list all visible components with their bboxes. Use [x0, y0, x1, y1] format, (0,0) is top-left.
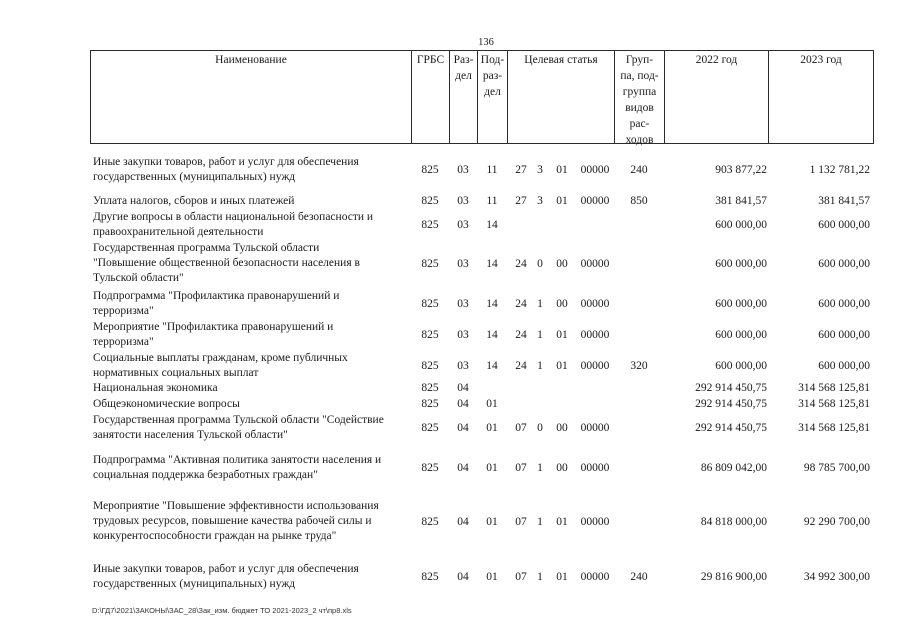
cell-target-program: 24 — [515, 258, 527, 270]
cell-target-program: 24 — [515, 360, 527, 372]
cell-podrazdel: 01 — [486, 422, 498, 434]
header-podrazdel: Под- раз- дел — [480, 54, 505, 98]
cell-grbs: 825 — [421, 382, 439, 394]
cell-target-direction: 00000 — [580, 462, 610, 474]
cell-razdel: 04 — [457, 422, 469, 434]
cell-podrazdel: 14 — [486, 258, 498, 270]
row-name: Подпрограмма "Активная политика занятости населения и социальная поддержка безработных граждан" — [93, 454, 382, 481]
cell-target-activity: 01 — [556, 195, 568, 207]
row-name: Общеэкономические вопросы — [93, 398, 240, 410]
cell-razdel: 04 — [457, 571, 469, 583]
cell-podrazdel: 01 — [486, 516, 498, 528]
cell-target-subprogram: 1 — [537, 571, 543, 583]
cell-2022: 292 914 450,75 — [695, 398, 767, 410]
cell-grbs: 825 — [421, 219, 439, 231]
cell-expense-group: 240 — [630, 571, 648, 583]
cell-2023: 314 568 125,81 — [798, 382, 870, 394]
cell-2022: 600 000,00 — [715, 258, 767, 270]
cell-2023: 314 568 125,81 — [798, 422, 870, 434]
cell-grbs: 825 — [421, 462, 439, 474]
row-name: Мероприятие "Профилактика правонарушений и терроризма" — [93, 321, 334, 348]
cell-target-program: 27 — [515, 195, 527, 207]
cell-razdel: 03 — [457, 298, 469, 310]
row-name: Национальная экономика — [93, 382, 218, 394]
cell-target-activity: 01 — [556, 329, 568, 341]
cell-target-program: 27 — [515, 164, 527, 176]
cell-2023: 600 000,00 — [818, 258, 870, 270]
cell-target-direction: 00000 — [580, 195, 610, 207]
cell-podrazdel: 01 — [486, 398, 498, 410]
cell-2023: 92 290 700,00 — [803, 516, 870, 528]
cell-target-direction: 00000 — [580, 360, 610, 372]
cell-target-subprogram: 3 — [537, 195, 543, 207]
cell-podrazdel: 11 — [486, 164, 498, 176]
cell-target-direction: 00000 — [580, 516, 610, 528]
header-2022: 2022 год — [695, 54, 738, 66]
cell-expense-group: 240 — [630, 164, 648, 176]
cell-target-direction: 00000 — [580, 422, 610, 434]
file-path-footer: D:\ГД7\2021\ЗАКОНЫ\ЗАС_28\Зак_изм. бюджет ТО 2021-2023_2 чт\пр8.xls — [92, 606, 352, 615]
cell-target-subprogram: 1 — [537, 298, 543, 310]
cell-podrazdel: 01 — [486, 462, 498, 474]
cell-target-subprogram: 0 — [537, 422, 543, 434]
cell-target-program: 07 — [515, 462, 527, 474]
cell-2022: 86 809 042,00 — [700, 462, 767, 474]
cell-razdel: 04 — [457, 382, 469, 394]
cell-2022: 29 816 900,00 — [700, 571, 767, 583]
cell-grbs: 825 — [421, 360, 439, 372]
row-name: Мероприятие "Повышение эффективности использования трудовых ресурсов, повышение качества рабочей силы и конкурентоспособности граждан на рынке труда" — [93, 500, 379, 542]
cell-2023: 1 132 781,22 — [809, 164, 870, 176]
cell-target-subprogram: 1 — [537, 360, 543, 372]
cell-2022: 600 000,00 — [715, 219, 767, 231]
cell-2023: 314 568 125,81 — [798, 398, 870, 410]
row-name: Другие вопросы в области национальной безопасности и правоохранительной деятельности — [93, 211, 374, 238]
cell-razdel: 04 — [457, 398, 469, 410]
cell-2023: 98 785 700,00 — [803, 462, 870, 474]
cell-grbs: 825 — [421, 195, 439, 207]
cell-target-direction: 00000 — [580, 329, 610, 341]
row-name: Уплата налогов, сборов и иных платежей — [93, 195, 295, 207]
cell-target-program: 07 — [515, 571, 527, 583]
header-expense-group: Груп- па, под- группа видов рас- ходов — [620, 54, 659, 146]
cell-razdel: 03 — [457, 360, 469, 372]
cell-target-program: 24 — [515, 329, 527, 341]
header-grbs: ГРБС — [416, 54, 445, 66]
cell-target-subprogram: 0 — [537, 258, 543, 270]
cell-target-activity: 00 — [556, 258, 568, 270]
cell-2023: 34 992 300,00 — [803, 571, 870, 583]
cell-2023: 381 841,57 — [818, 195, 870, 207]
cell-razdel: 04 — [457, 462, 469, 474]
cell-target-activity: 00 — [556, 422, 568, 434]
row-name: Иные закупки товаров, работ и услуг для обеспечения государственных (муниципальных) нужд — [93, 563, 359, 590]
cell-grbs: 825 — [421, 329, 439, 341]
cell-target-subprogram: 1 — [537, 516, 543, 528]
cell-target-activity: 01 — [556, 360, 568, 372]
cell-razdel: 04 — [457, 516, 469, 528]
cell-2022: 381 841,57 — [715, 195, 767, 207]
cell-target-program: 07 — [515, 516, 527, 528]
row-name: Иные закупки товаров, работ и услуг для обеспечения государственных (муниципальных) нужд — [93, 156, 359, 183]
cell-expense-group: 320 — [630, 360, 648, 372]
cell-target-subprogram: 1 — [537, 462, 543, 474]
cell-podrazdel: 14 — [486, 298, 498, 310]
cell-razdel: 03 — [457, 195, 469, 207]
cell-2022: 292 914 450,75 — [695, 382, 767, 394]
cell-grbs: 825 — [421, 164, 439, 176]
cell-target-activity: 01 — [556, 516, 568, 528]
row-name: Государственная программа Тульской области "Содействие занятости населения Тульской области" — [93, 414, 384, 441]
cell-podrazdel: 14 — [486, 329, 498, 341]
row-name: Подпрограмма "Профилактика правонарушений и терроризма" — [93, 290, 340, 317]
cell-target-subprogram: 1 — [537, 329, 543, 341]
cell-grbs: 825 — [421, 422, 439, 434]
cell-razdel: 03 — [457, 164, 469, 176]
cell-2022: 600 000,00 — [715, 298, 767, 310]
page-number: 136 — [478, 37, 494, 48]
cell-expense-group: 850 — [630, 195, 648, 207]
cell-grbs: 825 — [421, 298, 439, 310]
cell-2023: 600 000,00 — [818, 298, 870, 310]
cell-target-program: 07 — [515, 422, 527, 434]
cell-podrazdel: 14 — [486, 219, 498, 231]
cell-target-subprogram: 3 — [537, 164, 543, 176]
cell-razdel: 03 — [457, 329, 469, 341]
cell-grbs: 825 — [421, 516, 439, 528]
cell-podrazdel: 01 — [486, 571, 498, 583]
cell-target-direction: 00000 — [580, 258, 610, 270]
cell-razdel: 03 — [457, 258, 469, 270]
header-target-article: Целевая статья — [524, 54, 598, 66]
header-name: Наименование — [215, 54, 287, 66]
cell-2022: 292 914 450,75 — [695, 422, 767, 434]
cell-target-direction: 00000 — [580, 571, 610, 583]
cell-target-activity: 01 — [556, 571, 568, 583]
cell-podrazdel: 14 — [486, 360, 498, 372]
cell-2023: 600 000,00 — [818, 329, 870, 341]
header-razdel: Раз- дел — [453, 54, 474, 82]
cell-target-activity: 01 — [556, 164, 568, 176]
cell-2023: 600 000,00 — [818, 219, 870, 231]
cell-target-program: 24 — [515, 298, 527, 310]
cell-2022: 903 877,22 — [715, 164, 767, 176]
cell-podrazdel: 11 — [486, 195, 498, 207]
cell-target-activity: 00 — [556, 462, 568, 474]
cell-grbs: 825 — [421, 571, 439, 583]
cell-grbs: 825 — [421, 398, 439, 410]
cell-2022: 84 818 000,00 — [700, 516, 767, 528]
cell-grbs: 825 — [421, 258, 439, 270]
row-name: Государственная программа Тульской области "Повышение общественной безопасности населения в Тульской области" — [93, 242, 360, 284]
header-2023: 2023 год — [800, 54, 842, 66]
cell-razdel: 03 — [457, 219, 469, 231]
cell-2022: 600 000,00 — [715, 360, 767, 372]
cell-target-direction: 00000 — [580, 164, 610, 176]
cell-target-direction: 00000 — [580, 298, 610, 310]
cell-target-activity: 00 — [556, 298, 568, 310]
cell-2023: 600 000,00 — [818, 360, 870, 372]
cell-2022: 600 000,00 — [715, 329, 767, 341]
row-name: Социальные выплаты гражданам, кроме публичных нормативных социальных выплат — [93, 352, 348, 379]
